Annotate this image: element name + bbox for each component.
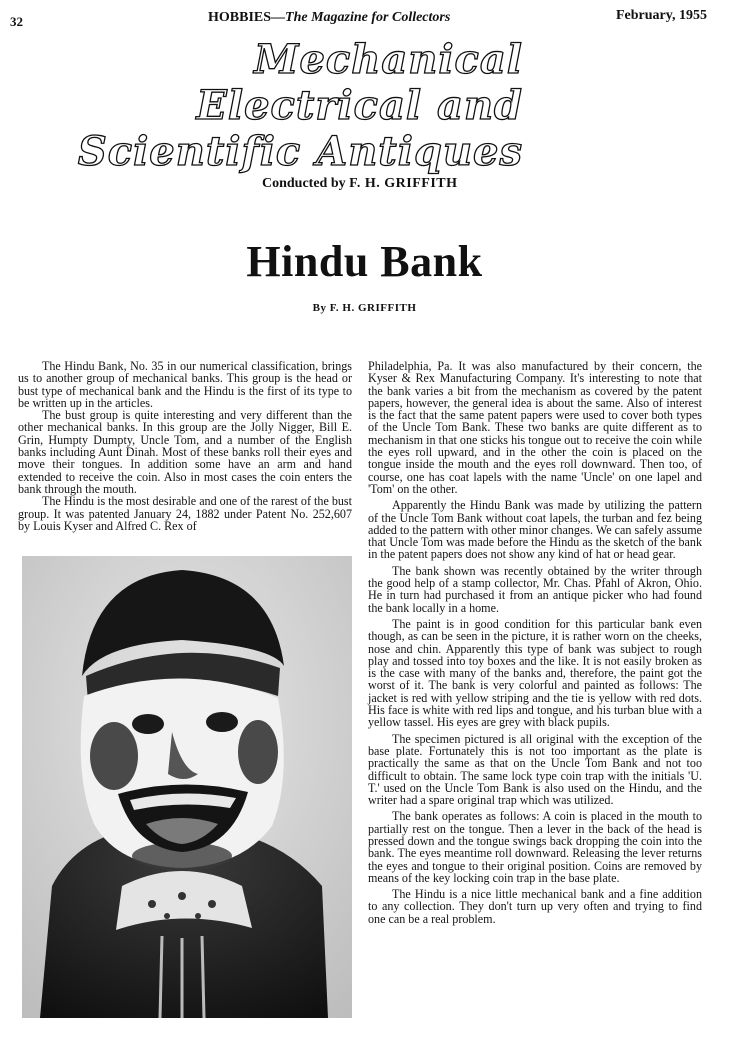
masthead-line-3: Scientific Antiques — [77, 128, 523, 175]
magazine-tagline: The Magazine for Collectors — [285, 10, 451, 25]
paragraph: The Hindu Bank, No. 35 in our numerical classification, brings us to another group of mechanical banks. This group is the head or bust type of mechanical bank and the Hindu is the first of its type to be written up in the articles. — [18, 359, 352, 410]
magazine-title — [208, 10, 450, 26]
paragraph: The Hindu is a nice little mechanical bank and a fine addition to any collection. They don't turn up very often and trying to find one can be a real problem. — [368, 887, 702, 926]
right-column — [368, 360, 702, 925]
paragraph: The specimen pictured is all original with the exception of the base plate. Fortunately this is not too important as the plate is practically the same as that on the Uncle Tom Bank and not too difficult to obtain. The same lock type coin trap with the initials 'U. T.' used on the Uncle Tom Bank is also used on the Hindu, and the writer had a spare original trap which was utilized. — [368, 731, 702, 808]
paragraph: The bank operates as follows: A coin is placed in the mouth to partially rest on the tongue. Then a lever in the back of the head is pressed down and the tongue swings back dropping the coin into the bank. The eyes meantime roll downward. Releasing the lever returns the eyes and tongue to their original position. Coins are removed by means of the key locking coin trap in the base plate. — [368, 809, 702, 885]
magazine-name: HOBBIES— — [208, 10, 286, 25]
paragraph: The bank shown was recently obtained by the writer through the good help of a stamp collector, Mr. Chas. Pfahl of Akron, Ohio. He in turn had purchased it from an antique picker who had found the bank locally in a home. — [368, 563, 702, 615]
running-header — [0, 8, 729, 28]
masthead-line-1: Mechanical — [254, 36, 523, 83]
conducted-prefix: Conducted by — [262, 176, 350, 191]
masthead-line-2: Electrical and — [196, 82, 523, 129]
paragraph: Philadelphia, Pa. It was also manufactured by their concern, the Kyser & Rex Manufacturing Company. It's interesting to note that the bank varies a bit from the mechanism as covered by the patent papers, however, the general idea is about the same. Also of interest is the fact that the same patent papers were used to cover both types of the Uncle Tom Bank. These two banks are quite different as to mechanism in that one sticks his tongue out to receive the coin while the eyes roll upward, and in the other the coin is placed on the tongue inside the mouth and the eyes roll downward. Then too, of course, one has coat lapels with the name 'Uncle' on one lapel and 'Tom' on the other. — [368, 359, 702, 496]
conducted-by — [262, 176, 458, 192]
article-byline: By F. H. GRIFFITH — [312, 302, 417, 314]
issue-date: February, 1955 — [616, 8, 707, 23]
hindu-bank-photo — [22, 556, 352, 1018]
paragraph: The bust group is quite interesting and very different than the other mechanical banks. In this group are the Jolly Nigger, Bill E. Grin, Humpty Dumpty, Uncle Tom, and a number of the English banks including Aunt Dinah. Most of these banks roll their eyes and move their tongues. In addition some have an arm and hand extended to receive the coin. Also in most cases the coin enters the bank through the mouth. — [18, 408, 352, 496]
page-number: 32 — [10, 14, 23, 29]
conducted-name: F. H. GRIFFITH — [349, 176, 458, 191]
paragraph: The Hindu is the most desirable and one of the rarest of the bust group. It was patented January 24, 1882 under Patent No. 252,607 by Louis Kyser and Alfred C. Rex of — [18, 494, 352, 533]
article-title: Hindu Bank — [246, 237, 483, 286]
paragraph: Apparently the Hindu Bank was made by utilizing the pattern of the Uncle Tom Bank without coat lapels, the turban and fez being added to the pattern with other minor changes. We can safely assume that Uncle Tom was made before the Hindu as the sketch of the bank in the patent papers does not show any kind of hat or head gear. — [368, 498, 702, 562]
bank-illustration — [22, 556, 352, 1018]
left-column — [18, 360, 352, 532]
paragraph: The paint is in good condition for this particular bank even though, as can be seen in the picture, it is rather worn on the cheeks, nose and chin. Apparently this type of bank was subject to rough play and tossed into toy boxes and the like. It is not easily broken as is the case with many of the banks and, therefore, the paint got the worst of it. The bank is very colorful and painted as follows: The jacket is red with yellow striping and the tie is yellow with red dots. His face is white with red lips and tongue, and his turban blue with a yellow tassel. His eyes are grey with black pupils. — [368, 616, 702, 730]
